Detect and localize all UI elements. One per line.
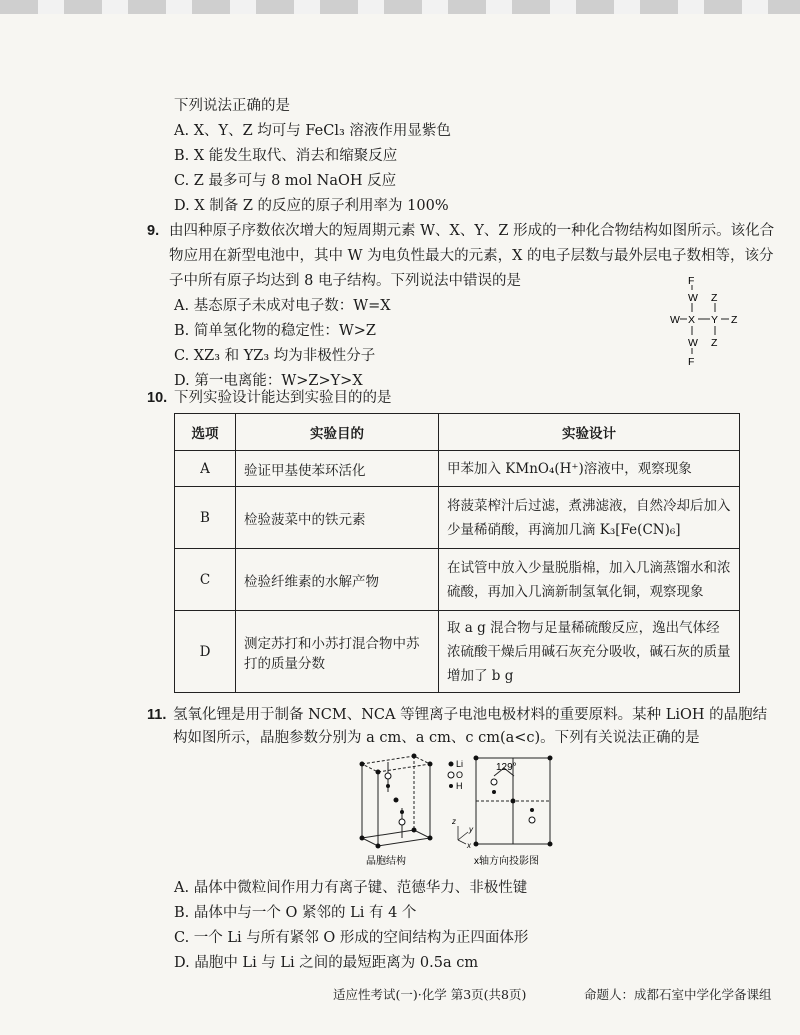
axis-z-label: z [452, 817, 456, 826]
atom-w-left: W [670, 314, 680, 326]
q9-structure-figure [666, 272, 750, 370]
legend-li-marker [449, 762, 454, 767]
atom-z-right: Z [731, 314, 738, 326]
footer-page-info: 适应性考试(一)·化学 第3页(共8页) [333, 987, 527, 1002]
q9-option-b: B. 简单氢化物的稳定性：W>Z [174, 323, 377, 339]
row-c-purpose: 检验纤维素的水解产物 [236, 549, 439, 611]
q11-crystal-figure [356, 752, 570, 868]
q11-number: 11. [147, 707, 167, 723]
q9-stem-line-1: 由四种原子序数依次增大的短周期元素 W、X、Y、Z 形成的一种化合物结构如图所示。该化合 [169, 223, 775, 239]
atom-f-top: F [688, 275, 695, 287]
q8-stem: 下列说法正确的是 [174, 98, 290, 114]
caption-projection: x轴方向投影图 [474, 856, 539, 867]
row-d-purpose: 测定苏打和小苏打混合物中苏打的质量分数 [236, 611, 439, 693]
row-d-design: 取 a g 混合物与足量稀硫酸反应，逸出气体经浓硫酸干燥后用碱石灰充分吸收，碱石灰的质量增加了 b g [439, 611, 740, 693]
row-b-design: 将菠菜榨汁后过滤，煮沸滤液，自然冷却后加入少量稀硝酸，再滴加几滴 K₃[Fe(CN)₆] [439, 487, 740, 549]
row-b-purpose: 检验菠菜中的铁元素 [236, 487, 439, 549]
axis-y-label: y [469, 825, 473, 834]
row-b-option: B [175, 487, 236, 549]
legend-h: H [456, 781, 463, 791]
q11-stem-line-1: 氢氧化锂是用于制备 NCM、NCA 等锂离子电池电极材料的重要原料。某种 LiOH 的晶胞结 [173, 707, 768, 723]
q11-option-a: A. 晶体中微粒间作用力有离子键、范德华力、非极性键 [174, 880, 528, 896]
row-c-option: C [175, 549, 236, 611]
table-row [175, 611, 740, 693]
q9-option-a: A. 基态原子未成对电子数：W=X [174, 298, 391, 314]
footer-author: 命题人：成都石室中学化学备课组 [584, 987, 772, 1002]
q9-option-d: D. 第一电离能：W>Z>Y>X [174, 373, 363, 389]
header-design: 实验设计 [439, 414, 740, 451]
row-a-option: A [175, 451, 236, 487]
axis-x-label: x [467, 841, 471, 850]
q8-option-d: D. X 制备 Z 的反应的原子利用率为 100% [174, 198, 449, 214]
q11-stem-line-2: 构如图所示，晶胞参数分别为 a cm、a cm、c cm(a<c)。下列有关说法正确的是 [173, 730, 700, 746]
legend-li: Li [456, 759, 464, 769]
row-a-design: 甲苯加入 KMnO₄(H⁺)溶液中，观察现象 [439, 451, 740, 487]
row-d-option: D [175, 611, 236, 693]
atom-z-bottom: Z [711, 337, 718, 349]
q8-option-b: B. X 能发生取代、消去和缩聚反应 [174, 148, 398, 164]
q11-option-b: B. 晶体中与一个 O 紧邻的 Li 有 4 个 [174, 905, 417, 921]
experiment-table [174, 413, 740, 693]
atom-x-center: X [688, 314, 696, 326]
atom-w-top: W [688, 292, 698, 304]
table-row [175, 487, 740, 549]
q10-stem: 下列实验设计能达到实验目的的是 [174, 390, 392, 406]
legend-o-marker [448, 772, 454, 778]
legend-h-marker [449, 784, 453, 788]
q11-option-d: D. 晶胞中 Li 与 Li 之间的最短距离为 0.5a cm [174, 955, 479, 971]
atom-w-bottom: W [688, 337, 698, 349]
row-c-design: 在试管中放入少量脱脂棉，加入几滴蒸馏水和浓硫酸，再加入几滴新制氢氧化铜，观察现象 [439, 549, 740, 611]
q8-option-c: C. Z 最多可与 8 mol NaOH 反应 [174, 173, 397, 189]
q9-number: 9. [147, 223, 160, 239]
caption-unit-cell: 晶胞结构 [366, 856, 406, 867]
row-a-purpose: 验证甲基使苯环活化 [236, 451, 439, 487]
q9-option-c: C. XZ₃ 和 YZ₃ 均为非极性分子 [174, 348, 376, 364]
q10-number: 10. [147, 390, 168, 406]
q8-option-a: A. X、Y、Z 均可与 FeCl₃ 溶液作用显紫色 [174, 123, 451, 139]
q9-stem-line-2: 物应用在新型电池中，其中 W 为电负性最大的元素，X 的电子层数与最外层电子数相等，该分 [169, 248, 774, 264]
q9-stem-line-3: 子中所有原子均达到 8 电子结构。下列说法中错误的是 [169, 273, 521, 289]
angle-label: 129° [496, 762, 517, 773]
table-header-row [175, 414, 740, 451]
table-row [175, 549, 740, 611]
legend-o: O [456, 770, 464, 780]
atom-y-center: Y [711, 314, 719, 326]
q11-option-c: C. 一个 Li 与所有紧邻 O 形成的空间结构为正四面体形 [174, 930, 529, 946]
table-row [175, 451, 740, 487]
header-purpose: 实验目的 [236, 414, 439, 451]
atom-z-top: Z [711, 292, 718, 304]
atom-f-bottom: F [688, 356, 695, 368]
header-option: 选项 [175, 414, 236, 451]
scan-top-band [0, 0, 800, 14]
